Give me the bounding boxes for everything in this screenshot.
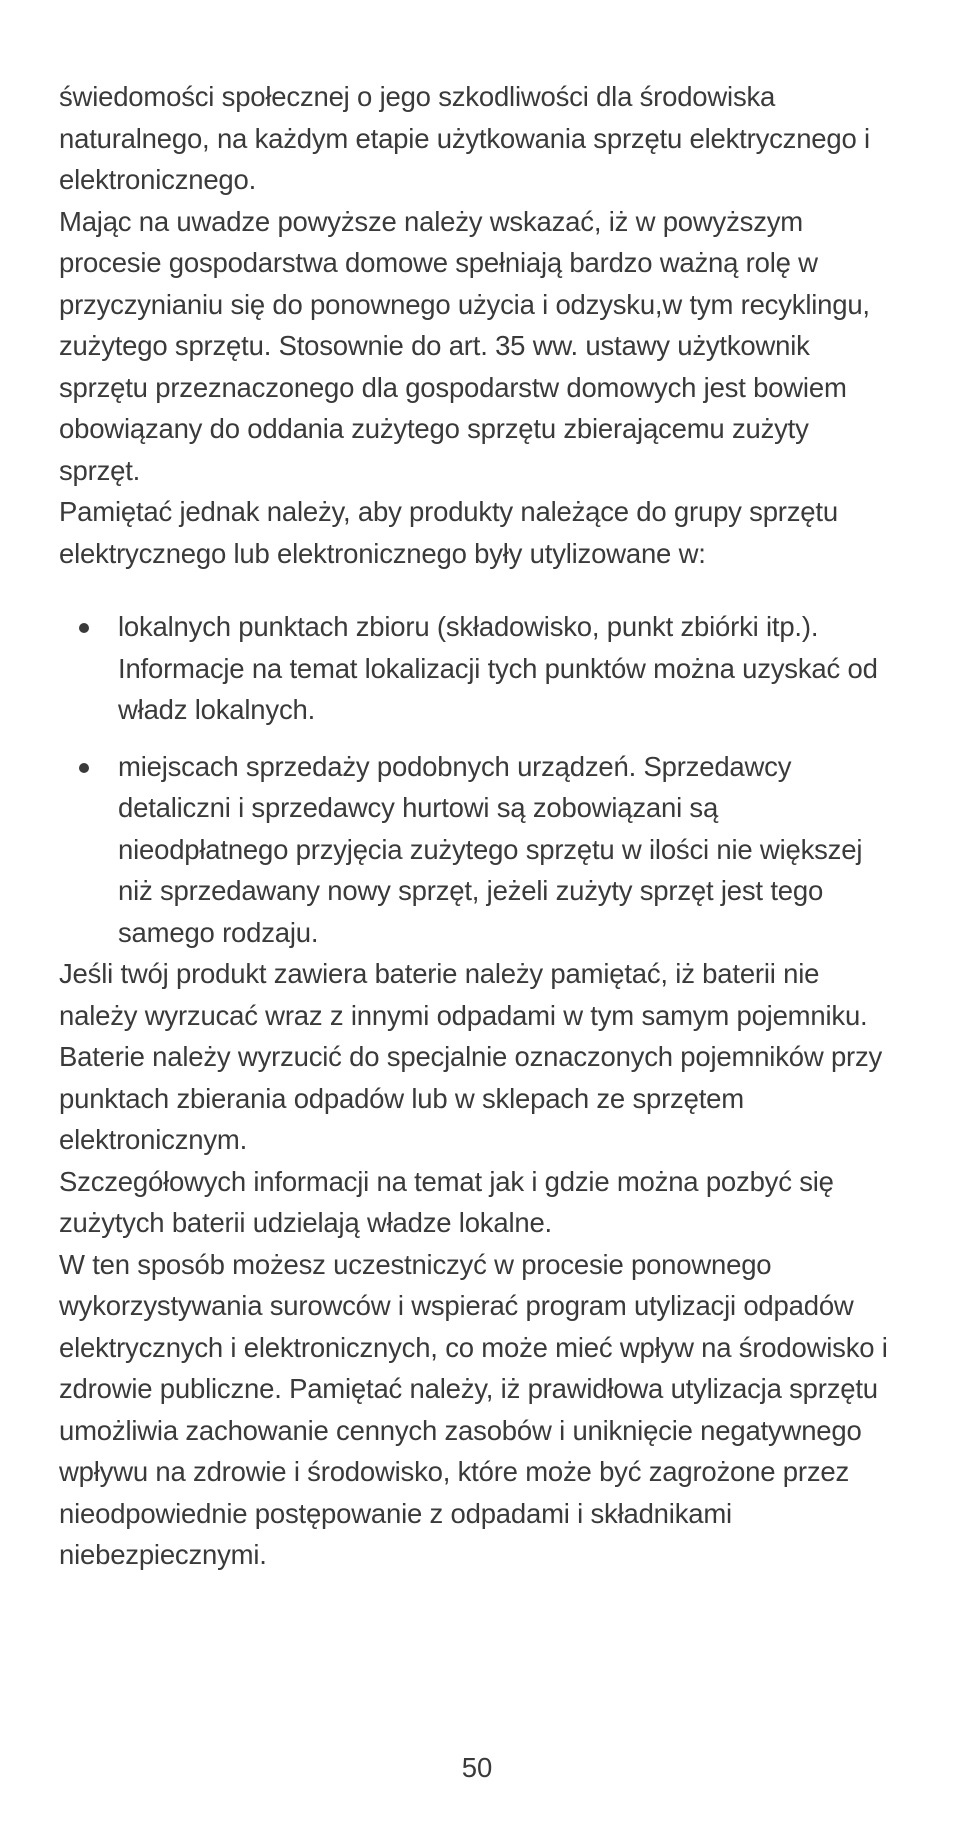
paragraph-household-obligation: Mając na uwadze powyższe należy wskazać, iż w powyższym procesie gospodarstwa domowe spełniają bardzo ważną rolę w przyczynianiu się do ponownego użycia i odzysku,w tym recyklingu, zużytego sprzętu. Stosownie do art. 35 ww. ustawy użytkownik sprzętu przeznaczonego dla gospodarstw domowych jest bowiem obowiązany do oddania zużytego sprzętu zbierającemu zużyty sprzęt. bbox=[59, 205, 870, 486]
list-item-text: miejscach sprzedaży podobnych urządzeń. Sprzedawcy detaliczni i sprzedawcy hurtowi są zobowiązani są nieodpłatnego przyjęcia zużytego sprzętu w ilości nie większej niż sprzedawany nowy sprzęt, jeżeli zużyty sprzęt jest tego samego rodzaju. bbox=[118, 750, 863, 948]
list-item-local-collection bbox=[59, 606, 889, 731]
list-item-retail-points bbox=[59, 746, 889, 954]
list-item-text: lokalnych punktach zbioru (składowisko, punkt zbiórki itp.). Informacje na temat lokalizacji tych punktów można uzyskać od władz lokalnych. bbox=[118, 611, 878, 725]
paragraph-waste-awareness: świedomości społecznej o jego szkodliwości dla środowiska naturalnego, na każdym etapie użytkowania sprzętu elektrycznego i elektronicznego. bbox=[59, 81, 870, 195]
paragraph-recycling-benefits: W ten sposób możesz uczestniczyć w procesie ponownego wykorzystywania surowców i wspierać program utylizacji odpadów elektrycznych i elektronicznych, co może mieć wpływ na środowisko i zdrowie publiczne. Pamiętać należy, iż prawidłowa utylizacja sprzętu umożliwia zachowanie cennych zasobów i uniknięcie negatywnego wpływu na zdrowie i środowisko, które może być zagrożone przez nieodpowiednie postępowanie z odpadami i składnikami niebezpiecznymi. bbox=[59, 1248, 888, 1570]
disposal-locations-list bbox=[59, 606, 889, 953]
document-body bbox=[59, 76, 889, 1576]
paragraph-battery-info: Szczegółowych informacji na temat jak i gdzie można pozbyć się zużytych baterii udzielają władze lokalne. bbox=[59, 1165, 834, 1238]
bullet-dot-icon bbox=[79, 763, 89, 773]
bullet-dot-icon bbox=[79, 623, 89, 633]
page-number: 50 bbox=[461, 1752, 493, 1783]
paragraph-disposal-intro: Pamiętać jednak należy, aby produkty należące do grupy sprzętu elektrycznego lub elektronicznego były utylizowane w: bbox=[59, 496, 838, 569]
paragraph-batteries: Jeśli twój produkt zawiera baterie należy pamiętać, iż baterii nie należy wyrzucać wraz z innymi odpadami w tym samym pojemniku. Baterie należy wyrzucić do specjalnie oznaczonych pojemników przy punktach zbierania odpadów lub w sklepach ze sprzętem elektronicznym. bbox=[59, 958, 883, 1155]
